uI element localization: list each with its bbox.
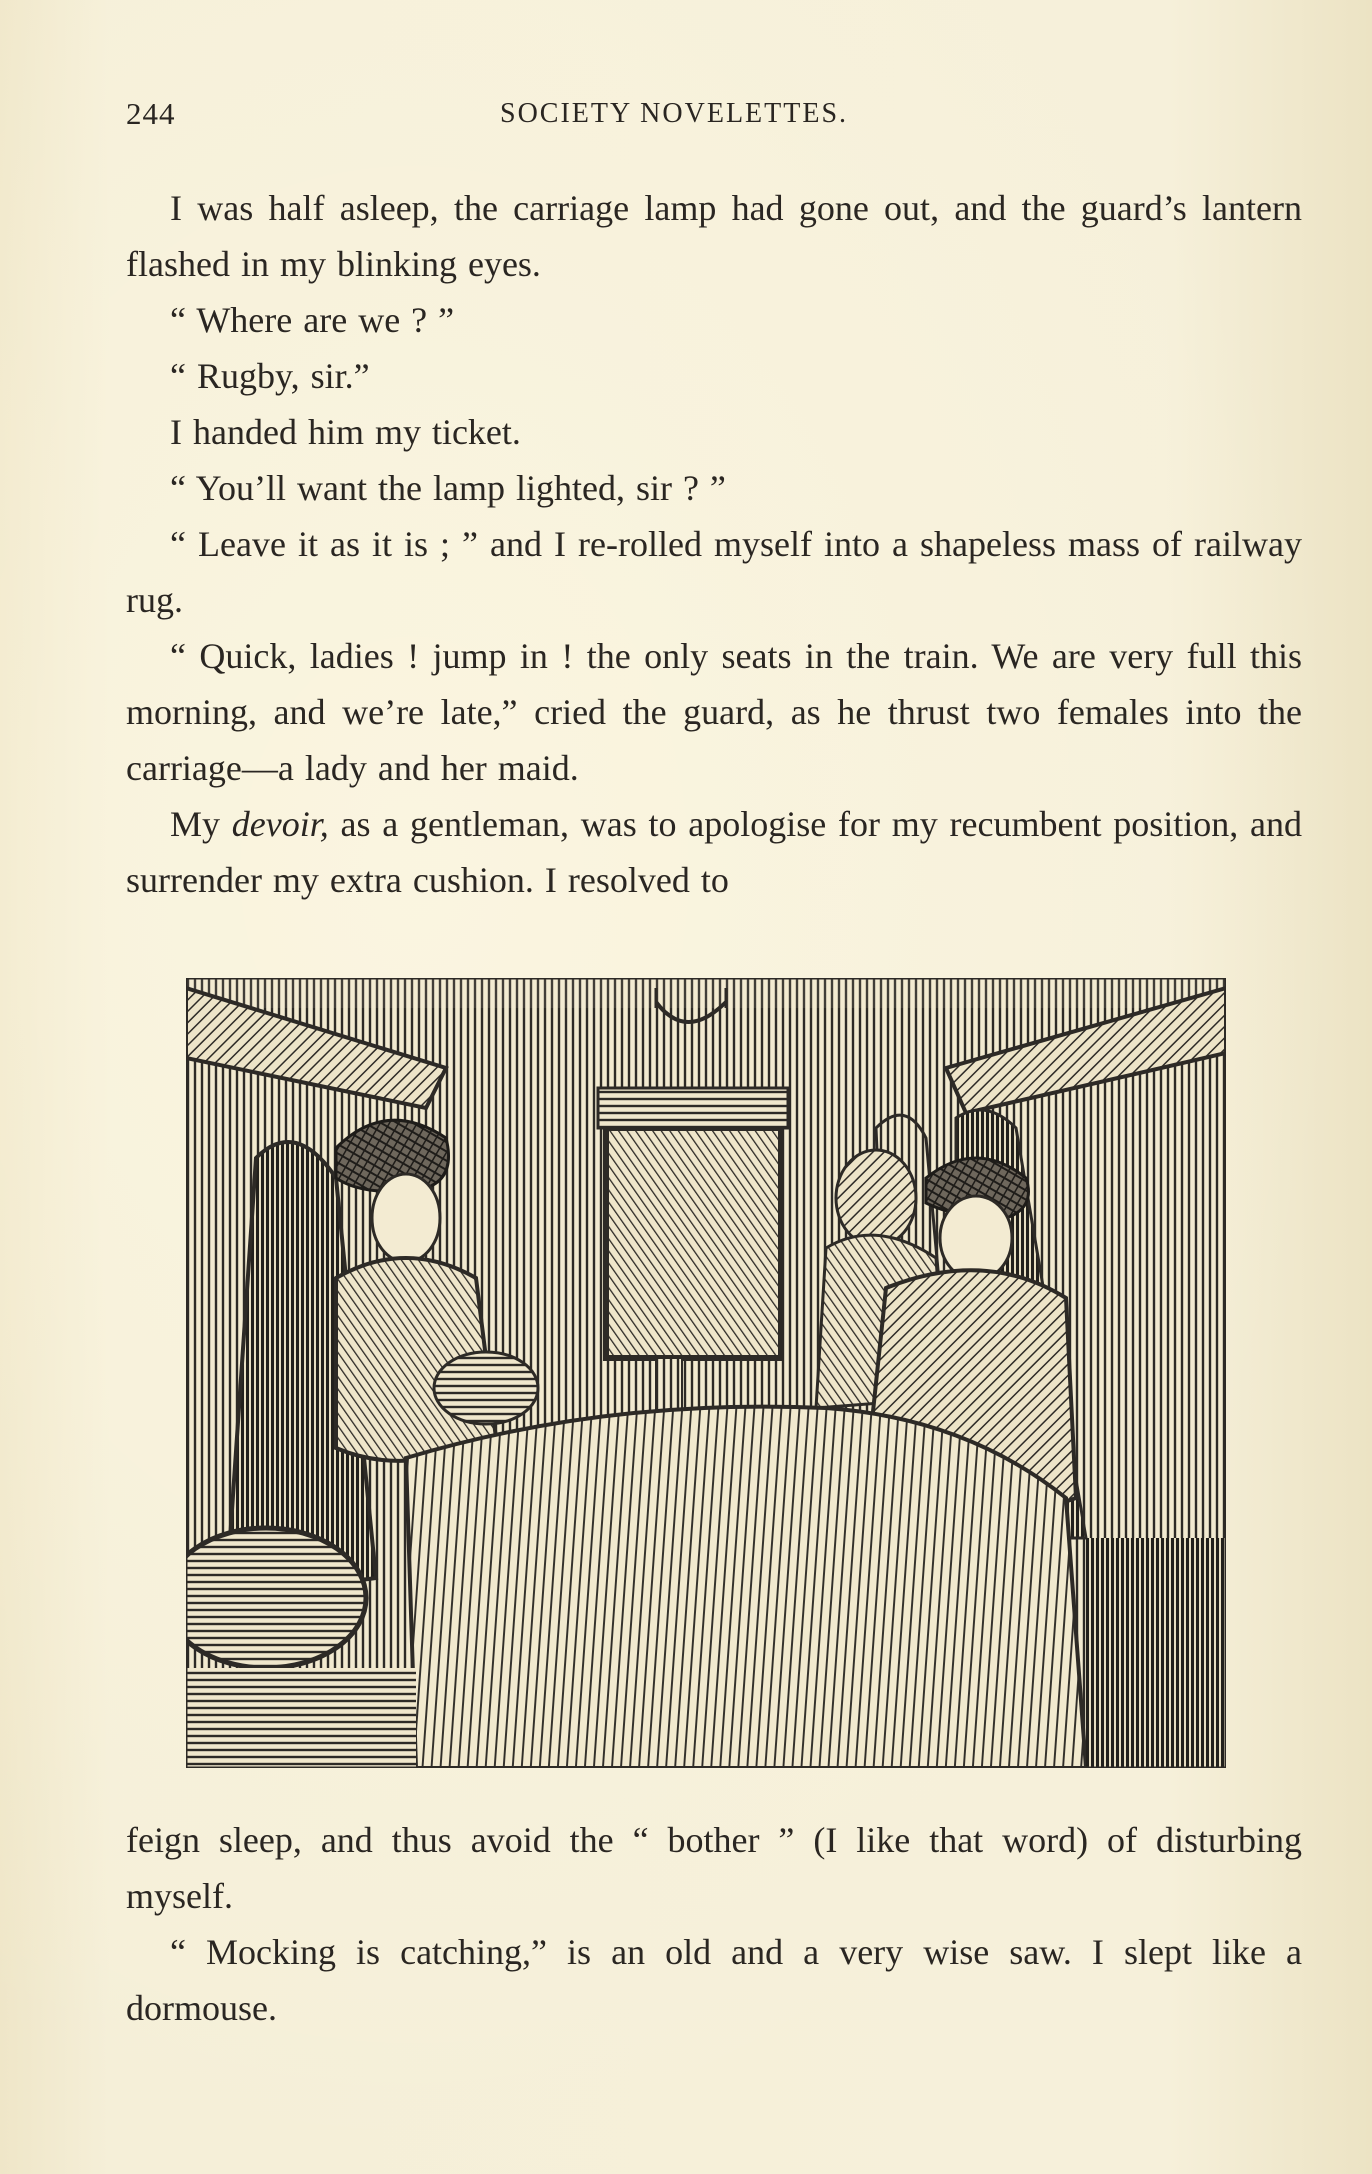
devoir-italic: devoir, bbox=[231, 804, 329, 844]
paragraph-lamp-lighted: “ You’ll want the lamp lighted, sir ? ” bbox=[170, 468, 726, 508]
devoir-before: My bbox=[170, 804, 232, 844]
maid-head bbox=[836, 1150, 916, 1246]
page-header bbox=[126, 96, 934, 142]
paragraph-leave-it: “ Leave it as it is ; ” and I re-rolled myself into a shapeless mass of railway rug. bbox=[126, 524, 1302, 620]
paragraph-lamp: I was half asleep, the carriage lamp had gone out, and the guard’s lantern flashed in my blinking eyes. bbox=[126, 188, 1302, 284]
gentleman-face bbox=[940, 1196, 1012, 1280]
paragraph-rugby: “ Rugby, sir.” bbox=[170, 356, 370, 396]
lady-muff bbox=[434, 1352, 538, 1424]
devoir-after: as a gentleman, was to apologise for my recumbent position, and surrender my extra cushion. I resolved to bbox=[126, 804, 1302, 900]
paragraph-mocking: “ Mocking is catching,” is an old and a very wise saw. I slept like a dormouse. bbox=[126, 1932, 1302, 2028]
cushion-left bbox=[186, 1528, 366, 1668]
paragraph-where-are-we: “ Where are we ? ” bbox=[170, 300, 455, 340]
lady-face bbox=[372, 1174, 440, 1262]
carriage-window bbox=[606, 1128, 781, 1358]
engraving-illustration bbox=[186, 978, 1226, 1768]
railway-rug bbox=[406, 1407, 1086, 1768]
paragraph-ticket: I handed him my ticket. bbox=[170, 412, 521, 452]
engraving-railway-carriage bbox=[186, 978, 1226, 1768]
page-number: 244 bbox=[126, 96, 176, 131]
paragraph-devoir bbox=[126, 796, 1302, 908]
paragraph-feign-sleep: feign sleep, and thus avoid the “ bother ” (I like that word) of disturbing myself. bbox=[126, 1820, 1302, 1916]
running-title: SOCIETY NOVELETTES. bbox=[500, 98, 849, 129]
paragraph-quick-ladies: “ Quick, ladies ! jump in ! the only seats in the train. We are very full this morning, and we’re late,” cried the guard, as he thrust two females into the carriage—a lady and her maid. bbox=[126, 636, 1302, 788]
